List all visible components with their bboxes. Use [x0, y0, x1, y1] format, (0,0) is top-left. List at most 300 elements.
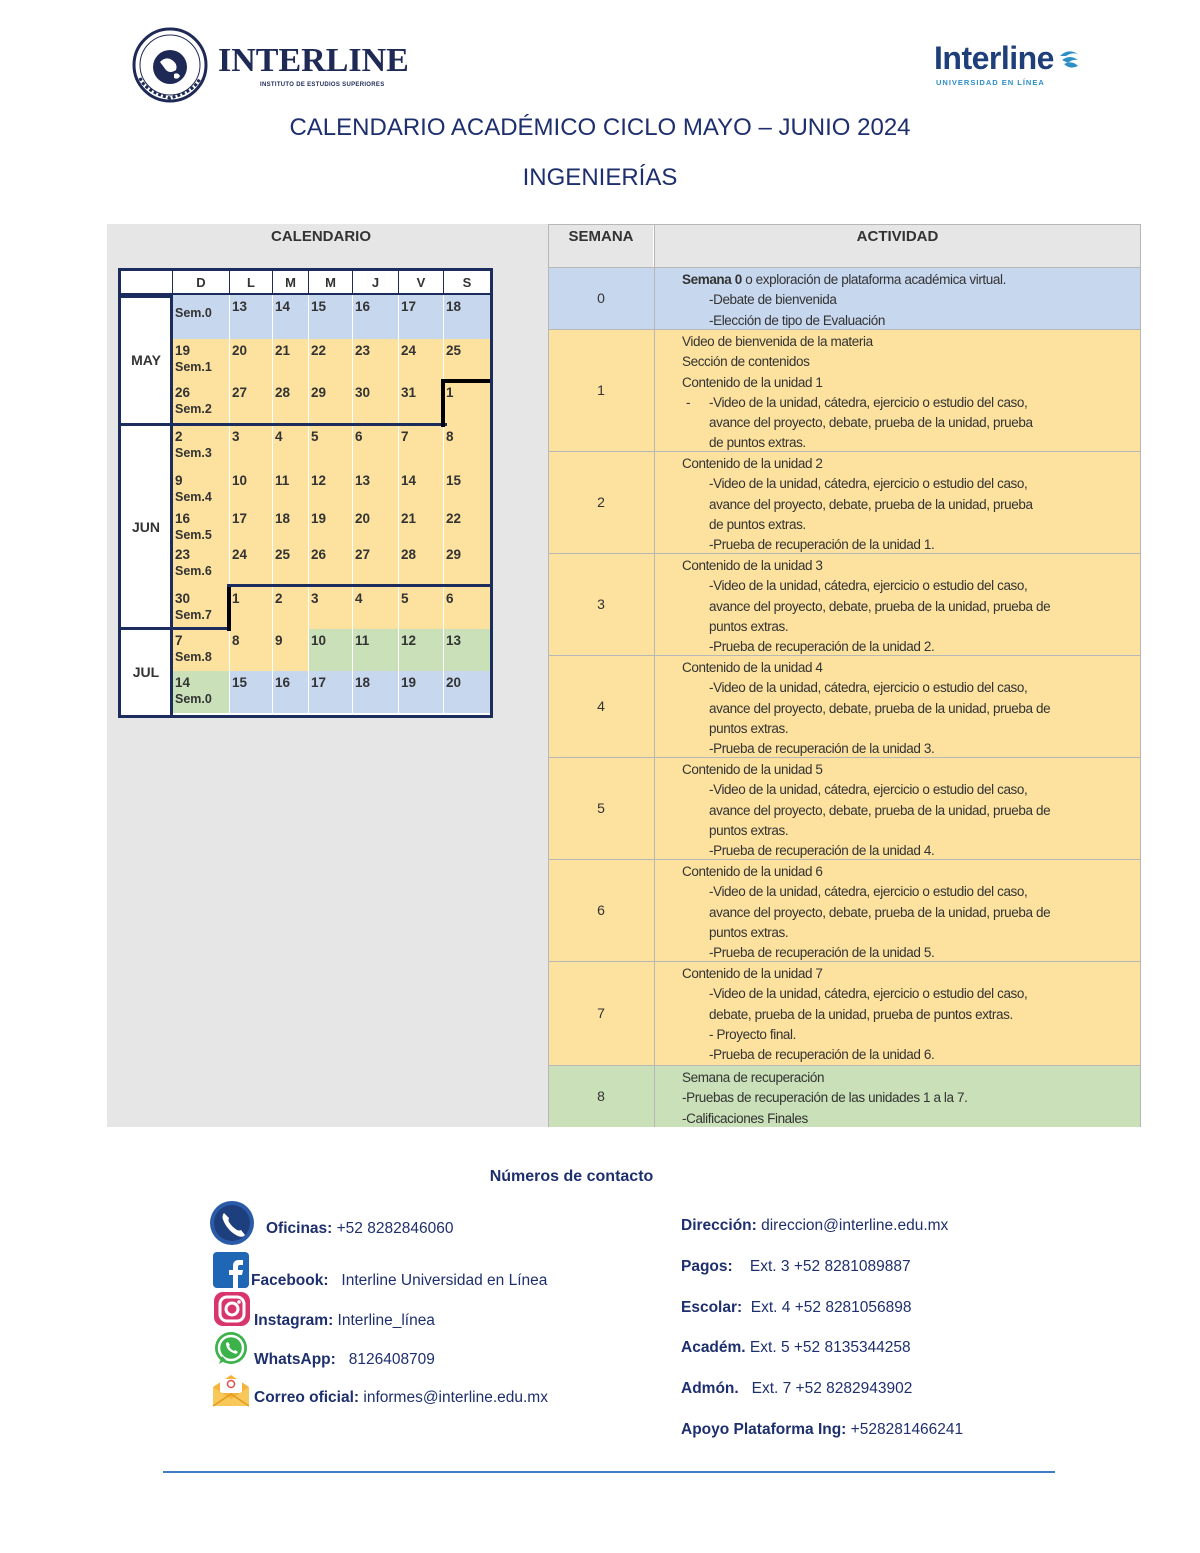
calendar-day	[443, 543, 490, 587]
swirl-icon	[1056, 48, 1082, 72]
week-number: 3	[597, 596, 605, 612]
day-number: 1	[446, 385, 454, 400]
day-number: 5	[401, 591, 409, 606]
phone-icon	[209, 1200, 255, 1246]
calendar-day	[443, 295, 490, 339]
day-header: M	[272, 271, 308, 295]
activity-line: avance del proyecto, debate, prueba de la unidad, prueba de	[709, 802, 1051, 818]
day-number: 7	[401, 429, 409, 444]
activity-line: Contenido de la unidad 4	[682, 660, 823, 675]
activity-line: -Video de la unidad, cátedra, ejercicio o estudio del caso,	[709, 476, 1028, 492]
grid-line	[308, 271, 309, 295]
calendar-day	[352, 587, 398, 629]
calendar-day	[308, 339, 352, 381]
calendar-day	[352, 469, 398, 507]
document-subtitle: INGENIERÍAS	[522, 164, 678, 191]
week-number: 2	[597, 494, 605, 510]
activity-line: Contenido de la unidad 3	[682, 558, 823, 573]
whatsapp-icon	[212, 1330, 250, 1368]
activity-line: -Debate de bienvenida	[709, 292, 837, 308]
calendar-day	[229, 425, 272, 469]
day-number: 21	[275, 343, 291, 358]
activity-cell	[654, 656, 1140, 757]
activity-cell	[654, 452, 1140, 553]
activity-line: -Prueba de recuperación de la unidad 3.	[709, 741, 935, 757]
day-number: 2	[275, 591, 283, 606]
week-label: Sem.0	[175, 692, 212, 706]
activity-line: Contenido de la unidad 5	[682, 762, 823, 777]
calendar-day	[308, 381, 352, 425]
calendar-day	[398, 629, 443, 671]
contact-value[interactable]: +528281466241	[846, 1421, 964, 1438]
calendar-day	[398, 339, 443, 381]
day-number: 12	[311, 473, 327, 488]
day-number: 29	[311, 385, 327, 400]
calendar-day	[443, 507, 490, 543]
activity-line: avance del proyecto, debate, prueba de la unidad, prueba	[709, 415, 1033, 431]
calendar-day	[398, 425, 443, 469]
day-number: 18	[446, 299, 462, 314]
day-number: 30	[175, 591, 191, 606]
contact-value[interactable]: Ext. 4 +52 8281056898	[742, 1299, 912, 1316]
contact-item	[681, 1339, 911, 1357]
activity-line: Contenido de la unidad 6	[682, 864, 823, 879]
day-number: 3	[232, 429, 240, 444]
activity-line: puntos extras.	[709, 822, 789, 838]
calendar-day	[229, 295, 272, 339]
contact-item	[681, 1421, 963, 1439]
calendar-day	[172, 339, 229, 381]
day-number: 16	[275, 675, 291, 690]
calendar-day	[443, 339, 490, 381]
contact-label: Instagram:	[254, 1312, 334, 1329]
day-number: 13	[355, 473, 371, 488]
calendar-day	[352, 543, 398, 587]
contact-item	[251, 1272, 547, 1290]
day-number: 22	[446, 511, 462, 526]
cell-separator	[308, 295, 309, 715]
contact-item	[254, 1351, 435, 1369]
calendar-day	[398, 469, 443, 507]
day-number: 28	[275, 385, 291, 400]
calendar-day	[443, 629, 490, 671]
calendar-day	[229, 587, 272, 629]
calendar-day	[272, 295, 308, 339]
calendar-day	[443, 469, 490, 507]
month-boundary	[227, 584, 490, 587]
calendar-day	[172, 543, 229, 587]
day-number: 1	[232, 591, 240, 606]
table-row	[549, 553, 1140, 655]
day-number: 21	[401, 511, 417, 526]
contact-value[interactable]: Ext. 7 +52 8282943902	[738, 1380, 913, 1397]
calendar-day	[172, 469, 229, 507]
calendar-day	[308, 469, 352, 507]
calendar-day	[308, 587, 352, 629]
day-number: 16	[355, 299, 371, 314]
interline-online-logo	[934, 40, 1094, 92]
grid-line	[352, 271, 353, 295]
table-row	[549, 757, 1140, 859]
activity-line: -Prueba de recuperación de la unidad 5.	[709, 945, 935, 961]
activity-line: avance del proyecto, debate, prueba de la unidad, prueba de	[709, 700, 1051, 716]
activity-line: Sección de contenidos	[682, 354, 810, 370]
contact-value[interactable]: Ext. 3 +52 8281089887	[732, 1258, 911, 1275]
activity-cell	[654, 554, 1140, 655]
day-number: 20	[355, 511, 371, 526]
contact-label: Admón.	[681, 1380, 739, 1397]
calendar-day	[272, 507, 308, 543]
calendar-day	[308, 671, 352, 713]
calendar-day	[443, 671, 490, 713]
day-number: 24	[232, 547, 248, 562]
grid-line	[443, 271, 444, 295]
contact-label: Escolar:	[681, 1299, 743, 1316]
table-row	[549, 1065, 1140, 1127]
activity-line: o exploración de plataforma académica virtual.	[741, 272, 1006, 287]
calendar-day	[272, 587, 308, 629]
contact-item	[681, 1380, 912, 1398]
activity-line: de puntos extras.	[709, 435, 806, 451]
day-number: 14	[275, 299, 291, 314]
activity-line: Video de bienvenida de la materia	[682, 334, 873, 349]
day-number: 10	[311, 633, 327, 648]
day-number: 8	[446, 429, 454, 444]
calendar-day	[272, 543, 308, 587]
cell-separator	[229, 295, 230, 715]
week-label: Sem.5	[175, 528, 212, 542]
day-number: 15	[311, 299, 327, 314]
contact-label: Pagos:	[681, 1258, 733, 1275]
month-boundary	[172, 627, 230, 630]
contact-value[interactable]: Ext. 5 +52 8135344258	[745, 1339, 911, 1356]
calendar-day	[229, 507, 272, 543]
day-header: D	[172, 271, 229, 295]
activity-line: -Prueba de recuperación de la unidad 4.	[709, 843, 935, 859]
calendar-day	[398, 381, 443, 425]
day-number: 19	[401, 675, 417, 690]
day-number: 17	[311, 675, 327, 690]
calendar-heading: CALENDARIO	[271, 228, 371, 245]
week-number: 8	[597, 1088, 605, 1104]
day-number: 13	[446, 633, 462, 648]
calendar-day	[398, 507, 443, 543]
calendar-day	[272, 469, 308, 507]
contact-value[interactable]: direccion@interline.edu.mx	[756, 1217, 949, 1234]
contact-value[interactable]: +52 8282846060	[332, 1220, 454, 1237]
calendar-day	[229, 629, 272, 671]
activity-line: puntos extras.	[709, 924, 789, 940]
day-number: 16	[175, 511, 191, 526]
calendar-day	[272, 339, 308, 381]
calendar-day	[308, 295, 352, 339]
month-boundary	[441, 379, 490, 383]
calendar-day	[398, 295, 443, 339]
day-number: 6	[355, 429, 363, 444]
calendar-day	[229, 339, 272, 381]
calendar-day	[443, 381, 490, 425]
contact-title: Números de contacto	[489, 1168, 654, 1185]
calendar-day	[229, 381, 272, 425]
grid-line	[272, 271, 273, 295]
cell-separator	[398, 295, 399, 715]
calendar-day	[172, 295, 229, 339]
day-number: 26	[311, 547, 327, 562]
day-number: 23	[175, 547, 191, 562]
calendar-day	[398, 587, 443, 629]
calendar-day	[352, 671, 398, 713]
activity-line: -Video de la unidad, cátedra, ejercicio o estudio del caso,	[709, 782, 1028, 798]
activity-line: -Video de la unidad, cátedra, ejercicio o estudio del caso,	[709, 680, 1028, 696]
contact-value[interactable]: Interline_línea	[333, 1312, 435, 1329]
day-number: 9	[275, 633, 283, 648]
contact-item	[254, 1389, 548, 1407]
calendar-day	[308, 629, 352, 671]
day-number: 27	[355, 547, 371, 562]
week-number: 4	[597, 698, 605, 714]
day-number: 14	[401, 473, 417, 488]
activity-line: - Proyecto final.	[709, 1026, 796, 1042]
day-number: 19	[175, 343, 191, 358]
activity-line: -Video de la unidad, cátedra, ejercicio o estudio del caso,	[709, 884, 1028, 900]
calendar-day	[352, 295, 398, 339]
calendar-day	[352, 629, 398, 671]
day-number: 8	[232, 633, 240, 648]
activity-emphasis: Semana 0	[682, 272, 742, 287]
week-number: 1	[597, 382, 605, 398]
day-number: 6	[446, 591, 454, 606]
interline-seal-icon	[126, 26, 214, 104]
week-number: 0	[597, 290, 605, 306]
activity-line: avance del proyecto, debate, prueba de la unidad, prueba de	[709, 598, 1051, 614]
day-number: 18	[355, 675, 371, 690]
week-label: Sem.3	[175, 446, 212, 460]
day-number: 25	[275, 547, 291, 562]
activity-line: Contenido de la unidad 7	[682, 966, 823, 981]
contact-item	[266, 1220, 453, 1238]
calendar-day	[352, 425, 398, 469]
day-header: V	[398, 271, 443, 295]
day-number: 31	[401, 385, 417, 400]
table-row	[549, 329, 1140, 451]
contact-label: Oficinas:	[266, 1220, 333, 1237]
week-number: 7	[597, 1005, 605, 1021]
activity-line: -Elección de tipo de Evaluación	[709, 312, 885, 328]
mail-icon	[212, 1373, 250, 1407]
calendar-day	[172, 425, 229, 469]
calendar-grid	[118, 268, 493, 718]
month-label-may: MAY	[131, 352, 161, 368]
activity-line: Semana de recuperación	[682, 1070, 825, 1085]
activity-line: Contenido de la unidad 2	[682, 456, 823, 471]
contact-label: Apoyo Plataforma Ing:	[681, 1421, 847, 1438]
activity-cell	[654, 758, 1140, 859]
table-row	[549, 451, 1140, 553]
day-header: L	[229, 271, 272, 295]
calendar-day	[172, 381, 229, 425]
day-number: 10	[232, 473, 248, 488]
activity-line: avance del proyecto, debate, prueba de la unidad, prueba	[709, 496, 1033, 512]
activity-line: -Pruebas de recuperación de las unidades 1 a la 7.	[682, 1090, 968, 1106]
logo-left-word: INTERLINE	[218, 42, 409, 79]
activity-table	[548, 224, 1141, 1127]
day-number: 28	[401, 547, 417, 562]
month-label-jul: JUL	[132, 664, 160, 680]
calendar-day	[172, 671, 229, 713]
activity-line: -Video de la unidad, cátedra, ejercicio o estudio del caso,	[709, 578, 1028, 594]
activity-line: avance del proyecto, debate, prueba de la unidad, prueba de	[709, 904, 1051, 920]
week-number: 6	[597, 902, 605, 918]
day-number: 26	[175, 385, 191, 400]
logo-left-subtitle: INSTITUTO DE ESTUDIOS SUPERIORES	[260, 82, 385, 88]
day-number: 12	[401, 633, 417, 648]
calendar-day	[308, 543, 352, 587]
week-label: Sem.7	[175, 608, 212, 622]
month-boundary	[227, 585, 231, 631]
day-header: S	[443, 271, 490, 295]
day-number: 14	[175, 675, 191, 690]
day-number: 27	[232, 385, 248, 400]
contact-item	[254, 1312, 435, 1330]
calendar-day	[308, 507, 352, 543]
day-number: 20	[232, 343, 248, 358]
bullet: -	[686, 394, 691, 410]
calendar-day	[308, 425, 352, 469]
calendar-day	[229, 543, 272, 587]
logo-right-subtitle: UNIVERSIDAD EN LÍNEA	[936, 78, 1045, 87]
calendar-day	[272, 425, 308, 469]
contact-value[interactable]: informes@interline.edu.mx	[359, 1389, 548, 1406]
day-number: 11	[275, 473, 290, 488]
grid-line	[229, 271, 230, 295]
calendar-day	[443, 425, 490, 469]
logo-right-word: Interline	[934, 40, 1054, 76]
table-row	[549, 655, 1140, 757]
month-boundary	[441, 381, 445, 427]
week-label: Sem.8	[175, 650, 212, 664]
table-header-week: SEMANA	[549, 225, 653, 267]
day-number: 9	[175, 473, 183, 488]
week-label: Sem.6	[175, 564, 212, 578]
cell-separator	[443, 295, 444, 715]
activity-cell	[654, 268, 1140, 329]
day-number: 17	[232, 511, 248, 526]
month-label-jun: JUN	[131, 519, 160, 535]
day-number: 25	[446, 343, 462, 358]
activity-cell	[654, 962, 1140, 1065]
contact-label: Académ.	[681, 1339, 746, 1356]
calendar-day	[229, 469, 272, 507]
contact-item	[681, 1299, 912, 1317]
activity-line: -Prueba de recuperación de la unidad 6.	[709, 1047, 935, 1063]
contact-value[interactable]: Interline Universidad en Línea	[328, 1272, 548, 1289]
calendar-day	[229, 671, 272, 713]
activity-line: Contenido de la unidad 1	[682, 374, 823, 390]
activity-cell	[654, 330, 1140, 451]
week-label: Sem.4	[175, 490, 212, 504]
day-header: J	[352, 271, 398, 295]
week-label: Sem.1	[175, 360, 212, 374]
activity-line: -Calificaciones Finales	[682, 1110, 808, 1126]
day-number: 20	[446, 675, 462, 690]
day-number: 22	[311, 343, 327, 358]
day-number: 18	[275, 511, 291, 526]
cell-separator	[352, 295, 353, 715]
activity-line: -Prueba de recuperación de la unidad 1.	[709, 537, 935, 553]
contact-label: WhatsApp:	[254, 1351, 336, 1368]
calendar-day	[172, 507, 229, 543]
table-row	[549, 267, 1140, 329]
activity-line: -Prueba de recuperación de la unidad 2.	[709, 639, 935, 655]
footer-divider	[163, 1471, 1055, 1473]
calendar-day	[352, 507, 398, 543]
activity-line: -Video de la unidad, cátedra, ejercicio o estudio del caso,	[709, 986, 1028, 1002]
week-label: Sem.2	[175, 402, 212, 416]
instagram-icon	[213, 1291, 251, 1327]
calendar-day	[443, 587, 490, 629]
activity-line: puntos extras.	[709, 618, 789, 634]
contact-label: Correo oficial:	[254, 1389, 360, 1406]
day-number: 29	[446, 547, 462, 562]
activity-cell	[654, 860, 1140, 961]
interline-institute-logo	[126, 26, 409, 104]
day-number: 17	[401, 299, 417, 314]
document-title: CALENDARIO ACADÉMICO CICLO MAYO – JUNIO 2024	[289, 114, 911, 141]
week-label: Sem.0	[175, 306, 212, 320]
table-header-activity: ACTIVIDAD	[654, 225, 1140, 267]
activity-line: -Video de la unidad, cátedra, ejercicio o estudio del caso,	[709, 394, 1028, 410]
activity-line: de puntos extras.	[709, 516, 806, 532]
day-number: 4	[355, 591, 363, 606]
calendar-day	[398, 543, 443, 587]
calendar-day	[272, 671, 308, 713]
day-number: 13	[232, 299, 248, 314]
calendar-day	[272, 629, 308, 671]
calendar-day	[352, 339, 398, 381]
activity-line: puntos extras.	[709, 720, 789, 736]
day-number: 4	[275, 429, 283, 444]
facebook-icon	[212, 1251, 250, 1289]
day-number: 15	[446, 473, 462, 488]
week-number: 5	[597, 800, 605, 816]
contact-label: Dirección:	[681, 1217, 757, 1234]
calendar-day	[398, 671, 443, 713]
day-number: 19	[311, 511, 327, 526]
calendar-day	[352, 381, 398, 425]
contact-item	[681, 1258, 911, 1276]
cell-separator	[272, 295, 273, 715]
contact-value[interactable]: 8126408709	[335, 1351, 435, 1368]
contact-item	[681, 1217, 948, 1235]
day-header: M	[308, 271, 352, 295]
day-number: 23	[355, 343, 371, 358]
calendar-day	[172, 587, 229, 629]
month-boundary	[172, 423, 447, 426]
day-number: 3	[311, 591, 319, 606]
day-number: 5	[311, 429, 319, 444]
day-number: 7	[175, 633, 183, 648]
activity-cell	[654, 1066, 1140, 1127]
day-number: 2	[175, 429, 183, 444]
table-row	[549, 961, 1140, 1065]
calendar-day	[272, 381, 308, 425]
day-number: 15	[232, 675, 248, 690]
day-number: 11	[355, 633, 370, 648]
contact-label: Facebook:	[251, 1272, 329, 1289]
table-row	[549, 859, 1140, 961]
day-number: 30	[355, 385, 371, 400]
day-number: 24	[401, 343, 417, 358]
